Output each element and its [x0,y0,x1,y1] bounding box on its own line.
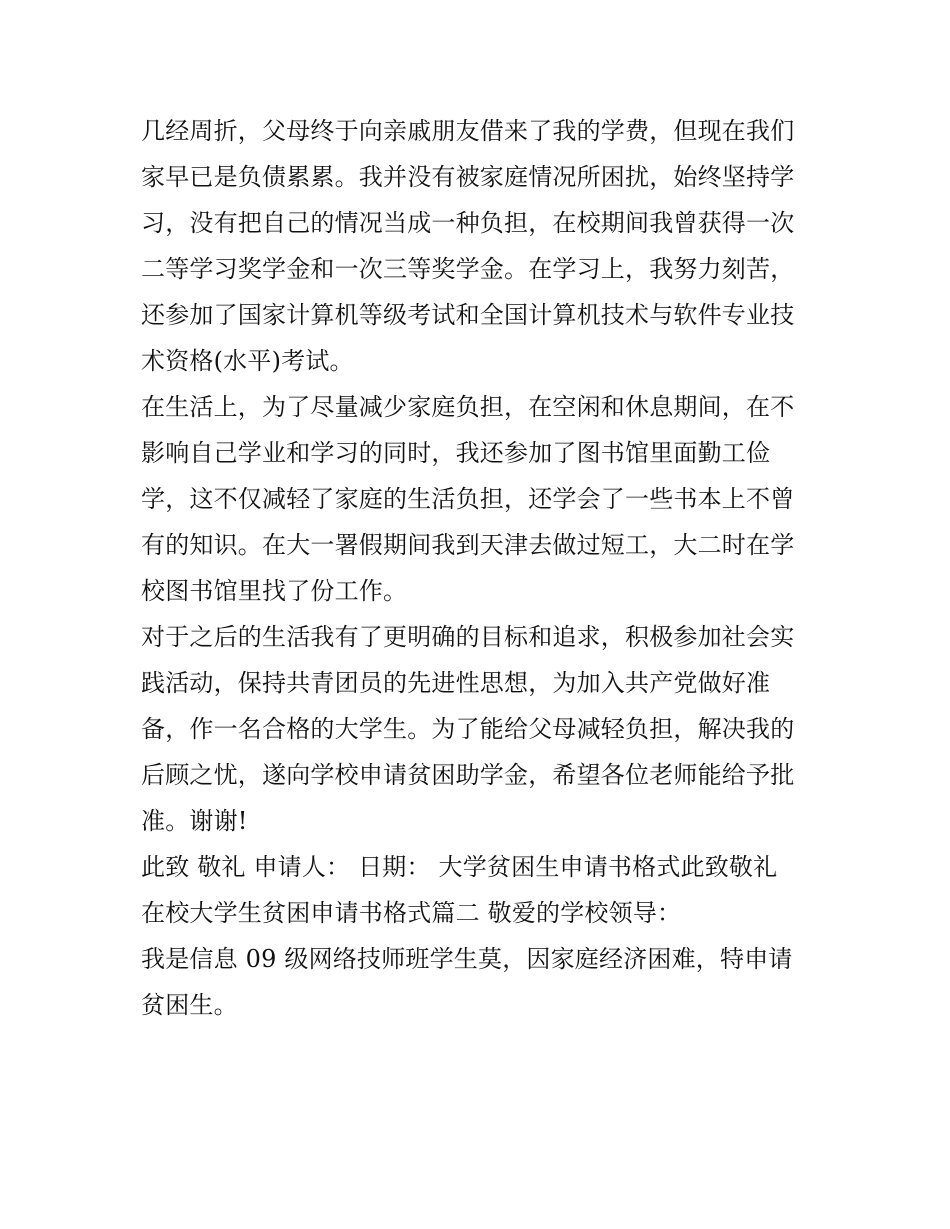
text-line: 准。谢谢! [141,807,248,835]
text-line: 在校大学生贫困申请书格式篇二 敬爱的学校领导： [141,899,682,927]
text-line: 影响自己学业和学习的同时，我还参加了图书馆里面勤工俭 [141,439,771,467]
text-line: 贫困生。 [141,991,238,1019]
text-line: 校图书馆里找了份工作。 [141,577,408,605]
text-line: 后顾之忧，遂向学校申请贫困助学金，希望各位老师能给予批 [141,761,795,789]
text-line: 践活动，保持共青团员的先进性思想，为加入共产党做好准 [141,669,771,697]
text-line: 几经周折，父母终于向亲戚朋友借来了我的学费，但现在我们 [141,117,795,145]
text-line: 二等学习奖学金和一次三等奖学金。在学习上，我努力刻苦， [141,255,795,283]
text-line: 对于之后的生活我有了更明确的目标和追求，积极参加社会实 [141,623,795,651]
text-line: 习，没有把自己的情况当成一种负担，在校期间我曾获得一次 [141,209,795,237]
text-line: 家早已是负债累累。我并没有被家庭情况所困扰，始终坚持学 [141,163,795,191]
text-line: 在生活上，为了尽量减少家庭负担，在空闲和休息期间，在不 [141,393,795,421]
document-body [141,108,821,1028]
text-line: 此致 敬礼 申请人： 日期： 大学贫困生申请书格式此致敬礼 [141,853,778,881]
text-line: 学，这不仅减轻了家庭的生活负担，还学会了一些书本上不曾 [141,485,795,513]
text-line: 术资格(水平)考试。 [141,347,354,375]
text-line: 有的知识。在大一署假期间我到天津去做过短工，大二时在学 [141,531,795,559]
text-line: 备，作一名合格的大学生。为了能给父母减轻负担，解决我的 [141,715,795,743]
text-line: 还参加了国家计算机等级考试和全国计算机技术与软件专业技 [141,301,795,329]
text-line: 我是信息 09 级网络技师班学生莫，因家庭经济困难，特申请 [141,945,793,973]
